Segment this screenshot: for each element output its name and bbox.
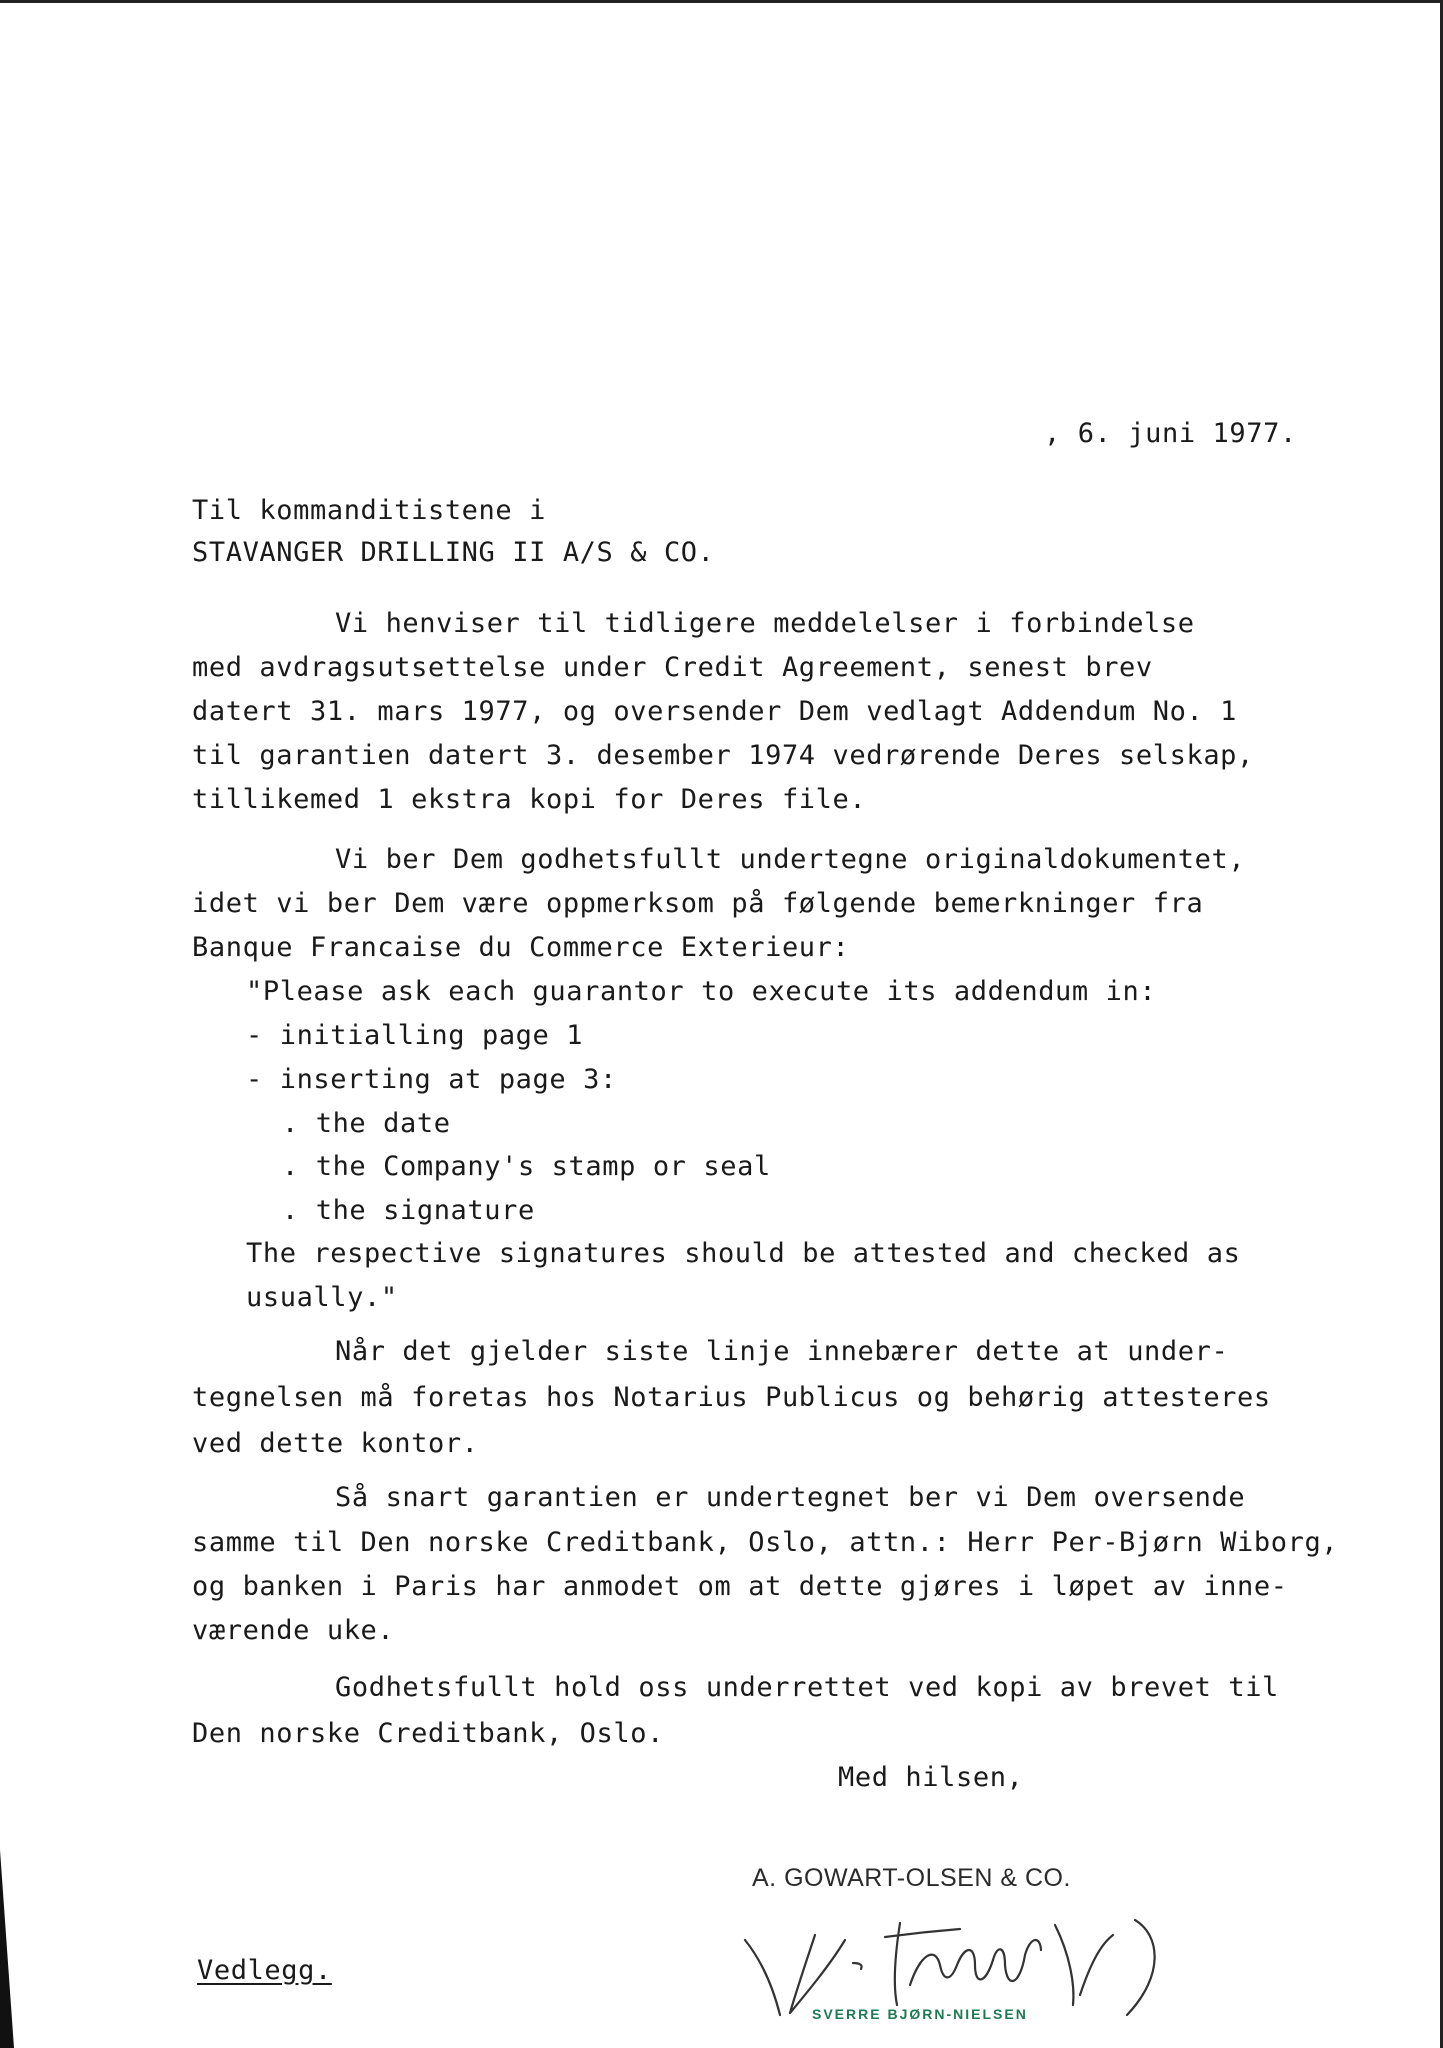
p1-line-2: med avdragsutsettelse under Credit Agreement, senest brev (192, 652, 1153, 683)
quote-line-7: The respective signatures should be attested and checked as (246, 1238, 1241, 1269)
enclosure-label: Vedlegg. (197, 1955, 332, 1986)
p2-line-2: idet vi ber Dem være oppmerksom på følgende bemerkninger fra (192, 888, 1204, 919)
recipient-line-2: STAVANGER DRILLING II A/S & CO. (192, 537, 715, 568)
quote-line-2: - initialling page 1 (246, 1020, 584, 1051)
p4-line-4: værende uke. (192, 1615, 395, 1646)
quote-line-5: . the Company's stamp or seal (282, 1151, 771, 1182)
p3-line-1: Når det gjelder siste linje innebærer dette at under- (335, 1336, 1229, 1367)
quote-line-3: - inserting at page 3: (246, 1064, 617, 1095)
p2-line-3: Banque Francaise du Commerce Exterieur: (192, 932, 850, 963)
quote-line-1: "Please ask each guarantor to execute its addendum in: (246, 976, 1157, 1007)
p4-line-1: Så snart garantien er undertegnet ber vi Dem oversende (335, 1482, 1246, 1513)
quote-line-6: . the signature (282, 1195, 535, 1226)
closing-salutation: Med hilsen, (838, 1762, 1024, 1793)
p1-line-3: datert 31. mars 1977, og oversender Dem vedlagt Addendum No. 1 (192, 696, 1238, 727)
p4-line-2: samme til Den norske Creditbank, Oslo, attn.: Herr Per-Bjørn Wiborg, (192, 1527, 1339, 1558)
p1-line-1: Vi henviser til tidligere meddelelser i forbindelse (335, 608, 1195, 639)
letter-date: , 6. juni 1977. (1044, 418, 1297, 449)
p4-line-3: og banken i Paris har anmodet om at dette gjøres i løpet av inne- (192, 1571, 1288, 1602)
p3-line-3: ved dette kontor. (192, 1428, 479, 1459)
p1-line-5: tillikemed 1 ekstra kopi for Deres file. (192, 784, 867, 815)
p5-line-1: Godhetsfullt hold oss underrettet ved kopi av brevet til (335, 1672, 1279, 1703)
scan-edge-shadow (0, 1850, 14, 2048)
signatory-name-stamp: SVERRE BJØRN-NIELSEN (812, 2006, 1028, 2022)
p3-line-2: tegnelsen må foretas hos Notarius Publicus og behørig attesteres (192, 1382, 1271, 1413)
quote-line-8: usually." (246, 1282, 398, 1313)
company-stamp: A. GOWART-OLSEN & CO. (752, 1864, 1071, 1892)
p1-line-4: til garantien datert 3. desember 1974 vedrørende Deres selskap, (192, 740, 1254, 771)
recipient-line-1: Til kommanditistene i (192, 495, 546, 526)
quote-line-4: . the date (282, 1108, 451, 1139)
p2-line-1: Vi ber Dem godhetsfullt undertegne originaldokumentet, (335, 844, 1246, 875)
handwritten-signature (735, 1845, 1175, 2020)
p5-line-2: Den norske Creditbank, Oslo. (192, 1718, 664, 1749)
